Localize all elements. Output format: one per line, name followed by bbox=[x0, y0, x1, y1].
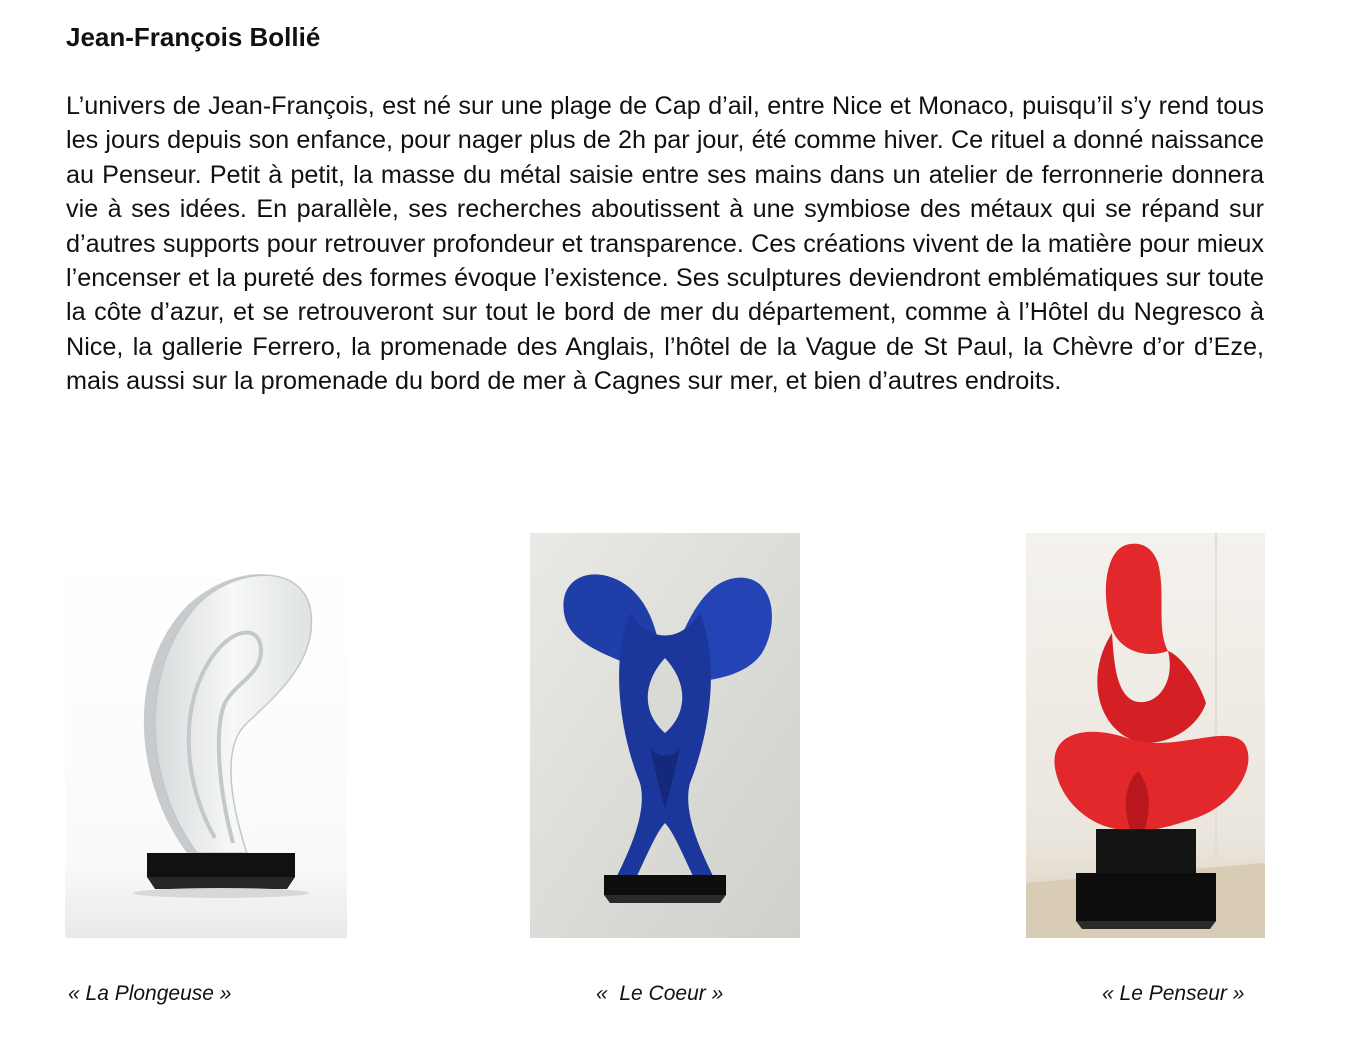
caption-la-plongeuse: « La Plongeuse » bbox=[68, 982, 232, 1005]
artist-biography: L’univers de Jean-François, est né sur une plage de Cap d’ail, entre Nice et Monaco, puisqu’il s’y rend tous les jours depuis son enfance, pour nager plus de 2h par jour, été comme hiver. Ce rituel a donné naissance au Penseur. Petit à petit, la masse du métal saisie entre ses mains dans un atelier de ferronnerie donnera vie à ses idées. En parallèle, ses recherches aboutissent à une symbiose des métaux qui se répand sur d’autres supports pour retrouver profondeur et transparence. Ces créations vivent de la matière pour mieux l’encenser et la pureté des formes évoque l’existence. Ses sculptures deviendront emblématiques sur toute la côte d’azur, et se retrouveront sur tout le bord de mer du département, comme à l’Hôtel du Negresco à Nice, la gallerie Ferrero, la promenade des Anglais, l’hôtel de la Vague de St Paul, la Chèvre d’or d’Eze, mais aussi sur la promenade du bord de mer à Cagnes sur mer, et bien d’autres endroits. bbox=[66, 92, 1264, 396]
caption-le-penseur: « Le Penseur » bbox=[1102, 982, 1245, 1005]
sculpture-photo-la-plongeuse bbox=[65, 553, 347, 938]
sculpture-photo-le-coeur bbox=[530, 533, 800, 938]
blue-sculpture-image bbox=[530, 533, 800, 938]
caption-le-coeur: « Le Coeur » bbox=[596, 982, 724, 1005]
artist-name: Jean-François Bollié bbox=[66, 22, 321, 52]
red-sculpture-image bbox=[1026, 533, 1265, 938]
white-sculpture-image bbox=[65, 553, 347, 938]
sculpture-photo-le-penseur bbox=[1026, 533, 1265, 938]
